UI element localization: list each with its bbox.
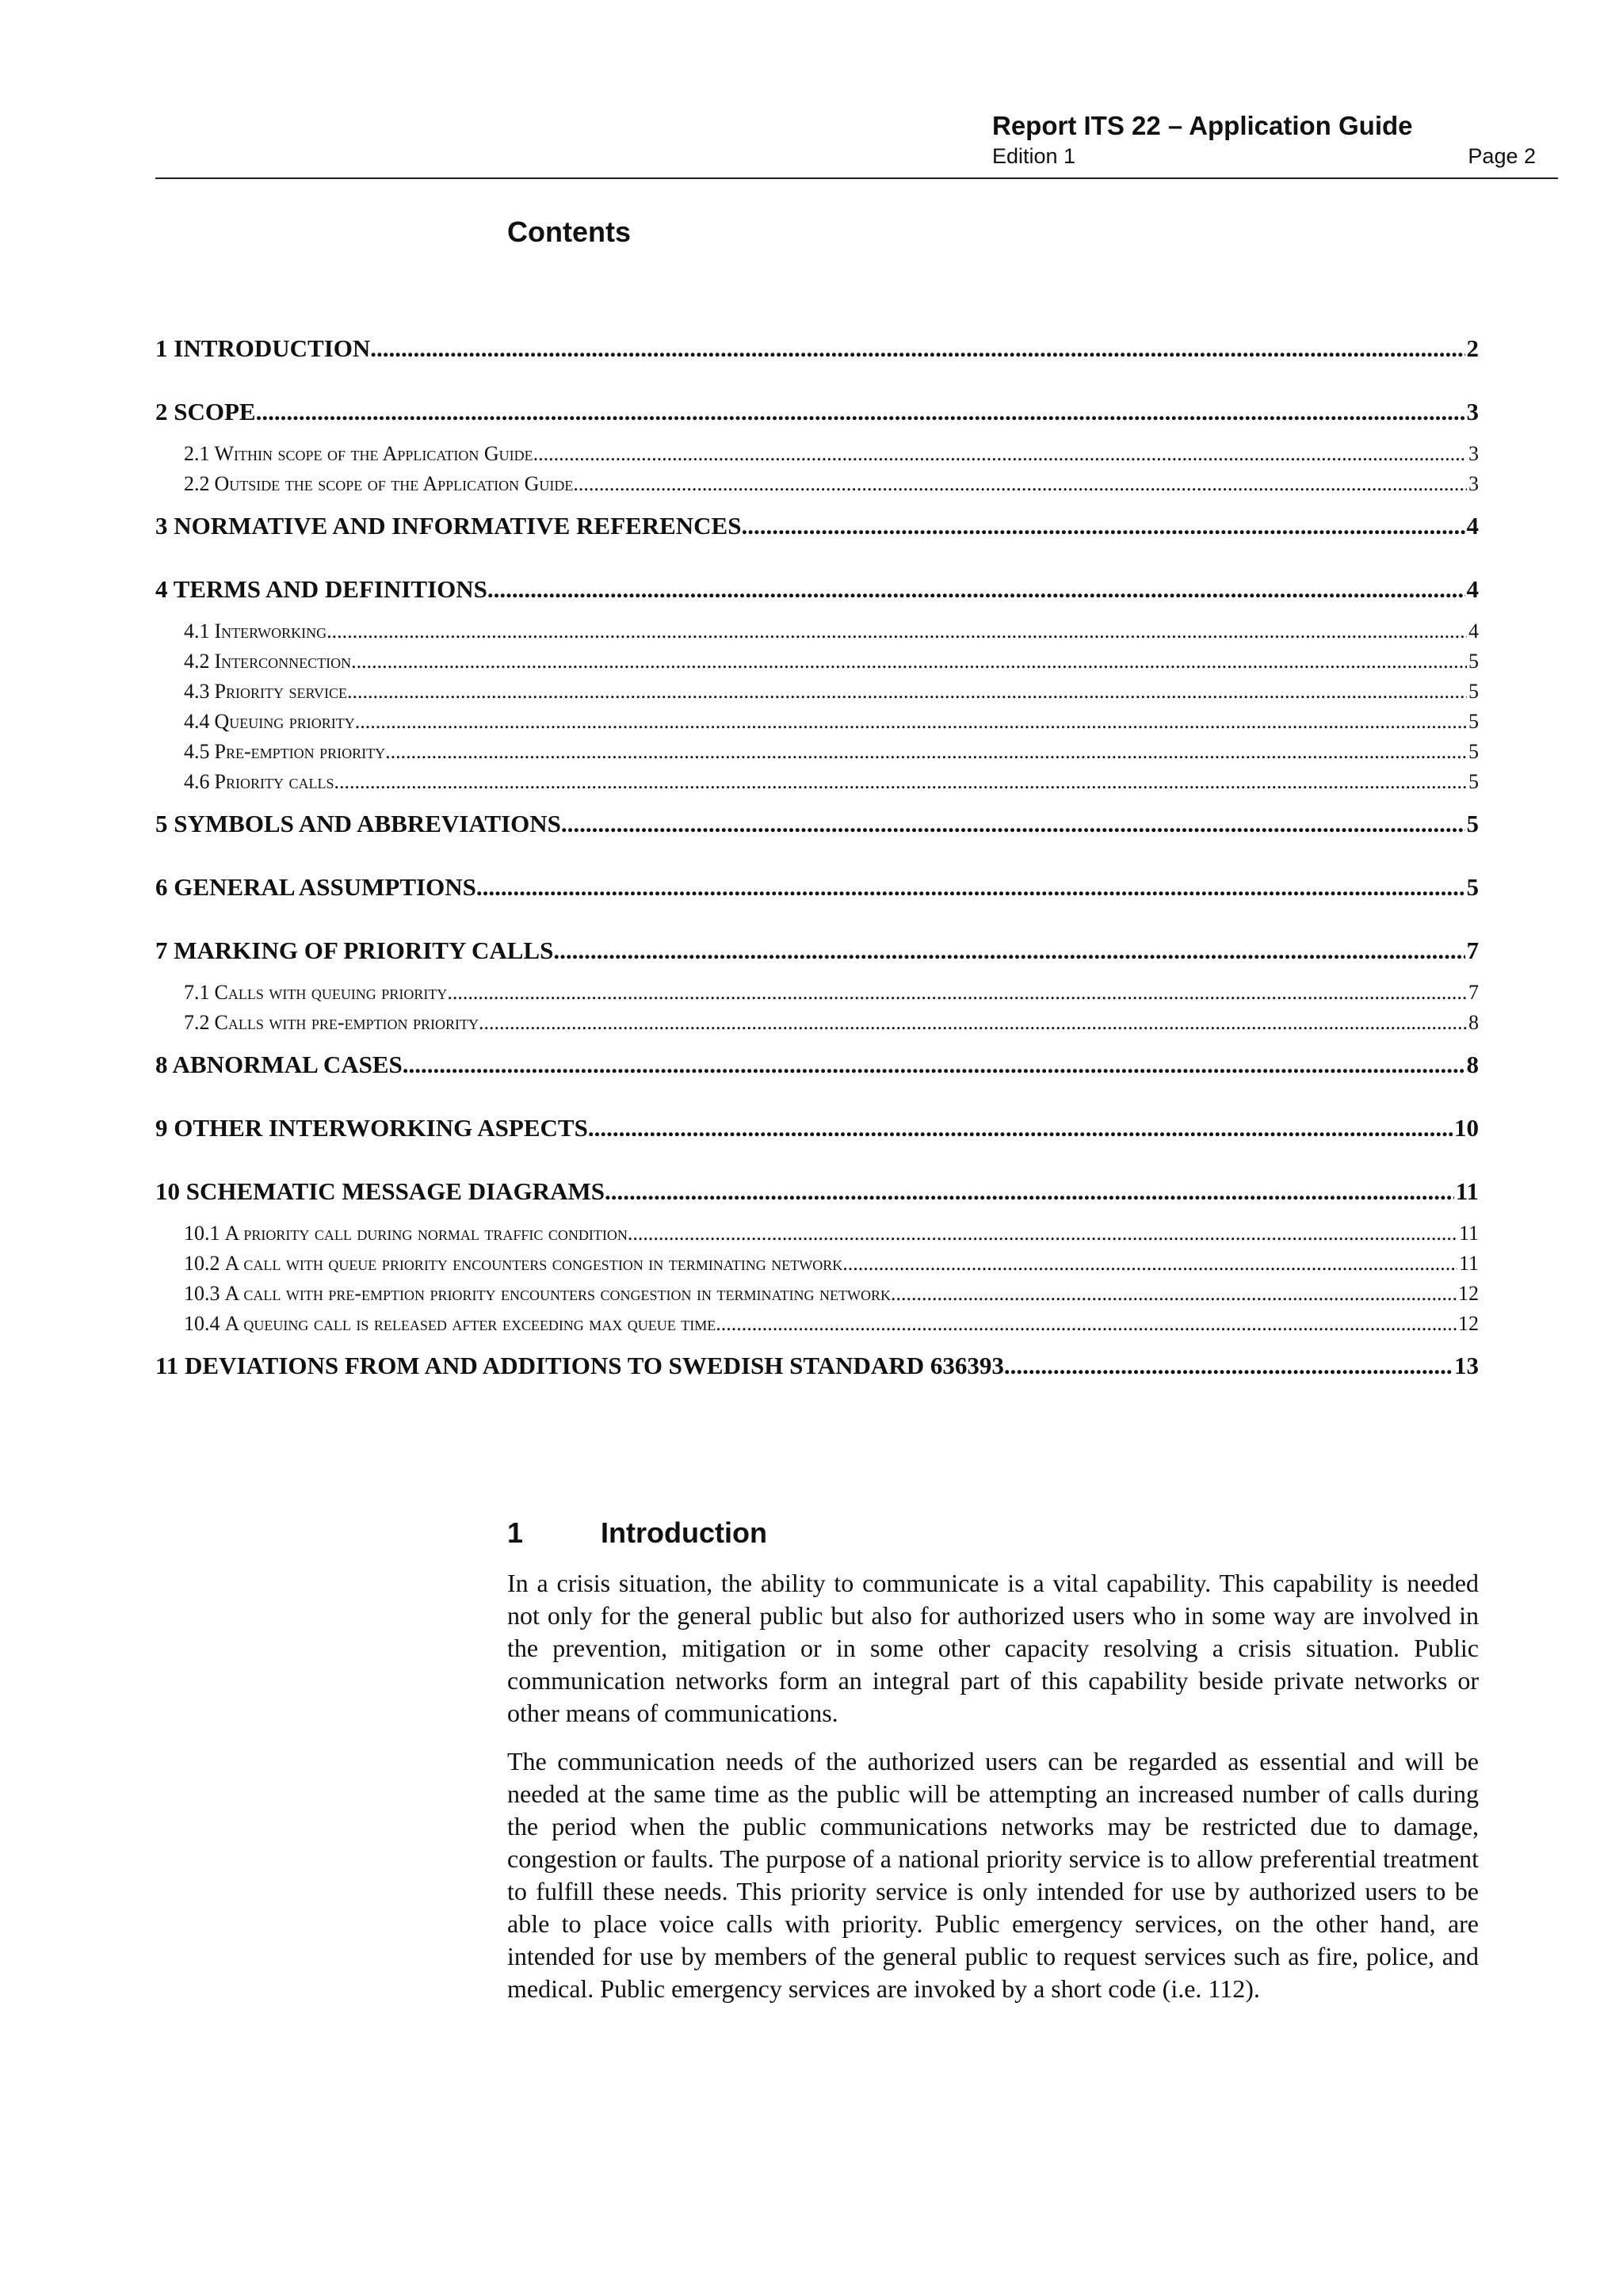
toc-entry-abnormal[interactable]: 8 ABNORMAL CASES ..... 8	[155, 1049, 1479, 1081]
page-header	[155, 108, 1558, 179]
contents-heading: Contents	[507, 215, 631, 248]
toc-entry-4-5[interactable]: 4.5 Pre-emption priority ..... 5	[155, 737, 1479, 767]
toc-entry-scope[interactable]: 2 SCOPE ..... 3	[155, 396, 1479, 428]
toc-entry-introduction[interactable]: 1 INTRODUCTION ..... 2	[155, 333, 1479, 364]
toc-entry-marking[interactable]: 7 MARKING OF PRIORITY CALLS ..... 7	[155, 935, 1479, 967]
section-heading	[507, 1516, 767, 1550]
toc-entry-2-1[interactable]: 2.1 Within scope of the Application Guide ..... 3	[155, 439, 1479, 469]
toc-entry-interworking[interactable]: 9 OTHER INTERWORKING ASPECTS ..... 10	[155, 1112, 1479, 1144]
toc-entry-7-2[interactable]: 7.2 Calls with pre-emption priority ..... 8	[155, 1008, 1479, 1038]
toc-entry-4-4[interactable]: 4.4 Queuing priority ..... 5	[155, 707, 1479, 737]
edition-label: Edition 1	[992, 144, 1076, 168]
toc-entry-10-2[interactable]: 10.2 A call with queue priority encounters congestion in terminating network ..... 11	[155, 1249, 1479, 1279]
toc-entry-diagrams[interactable]: 10 SCHEMATIC MESSAGE DIAGRAMS ..... 11	[155, 1176, 1479, 1207]
toc-entry-10-1[interactable]: 10.1 A priority call during normal traffic condition ..... 11	[155, 1219, 1479, 1249]
toc-entry-4-1[interactable]: 4.1 Interworking ..... 4	[155, 616, 1479, 646]
toc-entry-assumptions[interactable]: 6 GENERAL ASSUMPTIONS ..... 5	[155, 871, 1479, 903]
section-number: 1	[507, 1516, 524, 1549]
report-title: Report ITS 22 – Application Guide	[992, 111, 1413, 140]
table-of-contents	[155, 333, 1479, 1382]
section-title: Introduction	[601, 1516, 767, 1549]
page-number: Page 2	[1468, 144, 1536, 168]
section-body	[507, 1567, 1479, 2021]
toc-entry-deviations[interactable]: 11 DEVIATIONS FROM AND ADDITIONS TO SWEDISH STANDARD 636393 ..... 13	[155, 1350, 1479, 1382]
toc-entry-references[interactable]: 3 NORMATIVE AND INFORMATIVE REFERENCES ..... 4	[155, 510, 1479, 542]
toc-entry-4-3[interactable]: 4.3 Priority service ..... 5	[155, 677, 1479, 707]
toc-entry-10-4[interactable]: 10.4 A queuing call is released after exceeding max queue time ..... 12	[155, 1309, 1479, 1339]
toc-entry-4-2[interactable]: 4.2 Interconnection ..... 5	[155, 646, 1479, 677]
toc-entry-2-2[interactable]: 2.2 Outside the scope of the Application Guide ..... 3	[155, 469, 1479, 499]
paragraph: The communication needs of the authorized users can be regarded as essential and will be needed at the same time as the public will be attempting an increased number of calls during the period when the public communications networks may be restricted due to damage, congestion or faults. The purpose of a national priority service is to allow preferential treatment to fulfill these needs. This priority service is only intended for use by authorized users to be able to place voice calls with priority. Public emergency services, on the other hand, are intended for use by members of the general public to request services such as fire, police, and medical. Public emergency services are invoked by a short code (i.e. 112).	[507, 1747, 1479, 2003]
paragraph: In a crisis situation, the ability to communicate is a vital capability. This capability is needed not only for the general public but also for authorized users who in some way are involved in the prevention, mitigation or in some other capacity resolving a crisis situation. Public communication networks form an integral part of this capability beside private networks or other means of communications.	[507, 1569, 1479, 1727]
toc-entry-7-1[interactable]: 7.1 Calls with queuing priority ..... 7	[155, 978, 1479, 1008]
toc-entry-4-6[interactable]: 4.6 Priority calls ..... 5	[155, 767, 1479, 797]
toc-entry-10-3[interactable]: 10.3 A call with pre-emption priority encounters congestion in terminating network ..... 12	[155, 1279, 1479, 1309]
toc-entry-terms[interactable]: 4 TERMS AND DEFINITIONS ..... 4	[155, 574, 1479, 605]
toc-entry-symbols[interactable]: 5 SYMBOLS AND ABBREVIATIONS ..... 5	[155, 808, 1479, 840]
